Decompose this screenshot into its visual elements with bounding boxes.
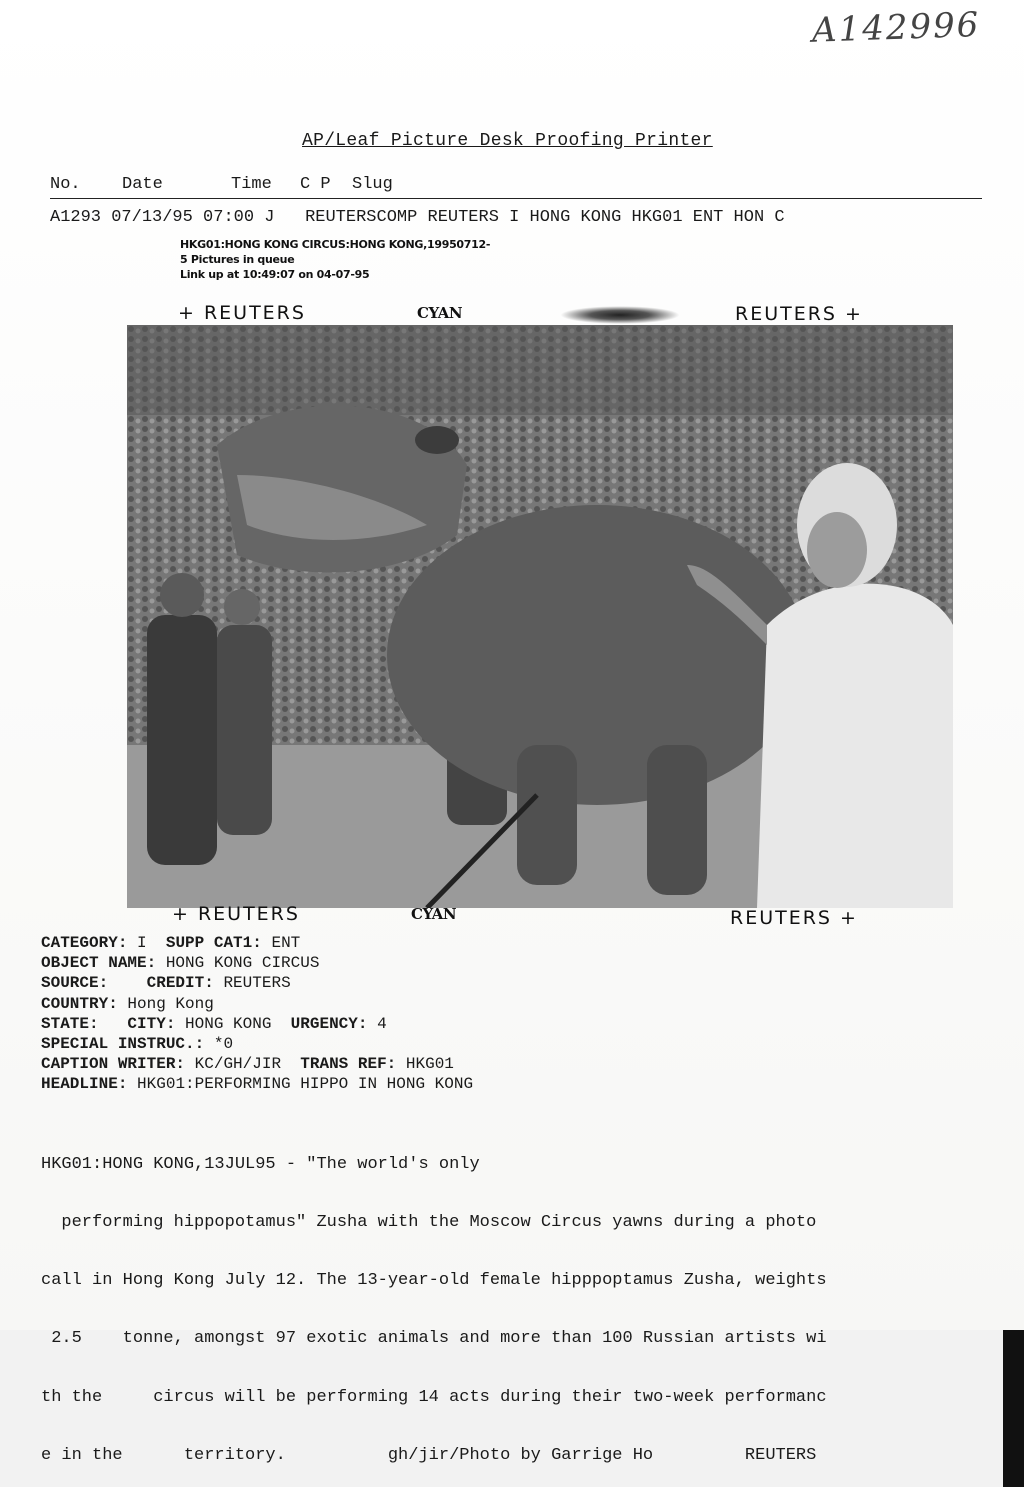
state-row [41,1014,473,1034]
caption-line: HKG01:HONG KONG,13JUL95 - "The world's only [41,1154,480,1174]
column-cp: C P [300,175,331,194]
hippo-photo-illustration [127,325,953,908]
registration-mark-bottom-left: + REUTERS [172,903,300,925]
country-label: COUNTRY: [41,994,118,1013]
caption-writer-row [41,1054,473,1074]
city-label: CITY: [127,1014,176,1033]
city-value: HONG KONG [185,1014,272,1033]
source-row [41,973,473,993]
metadata-fields [41,933,473,1095]
column-time: Time [231,175,272,194]
photo-caption [41,1116,827,1485]
cyan-label-top: CYAN [417,304,463,322]
handwritten-reference: A142996 [811,4,982,51]
registration-mark-bottom-right: REUTERS + [730,907,858,929]
caption-writer-label: CAPTION WRITER: [41,1055,186,1074]
cyan-label-bottom: CYAN [411,905,457,923]
object-name-label: OBJECT NAME: [41,954,157,973]
transmission-line-3: Link up at 10:49:07 on 04-07-95 [180,268,370,281]
source-label: SOURCE: [41,974,109,993]
transmission-info [180,237,490,282]
trans-ref-label: TRANS REF: [300,1055,397,1074]
supp-cat-value: ENT [271,934,301,952]
trans-ref-value: HKG01 [405,1055,454,1074]
caption-writer-value: KC/GH/JIR [194,1055,282,1074]
urgency-value: 4 [377,1014,387,1033]
category-value: I [137,934,147,952]
headline-value: HKG01:PERFORMING HIPPO IN HONG KONG [137,1075,474,1094]
record-slug: REUTERSCOMP REUTERS I HONG KONG HKG01 ENT HON C [305,208,785,227]
column-slug: Slug [352,175,393,194]
record-row [50,208,785,227]
country-row [41,994,473,1014]
print-smudge [560,306,680,324]
supp-cat-label: SUPP CAT1: [165,934,262,952]
record-time: 07:00 [203,208,255,227]
category-row [41,933,473,953]
headline-row [41,1074,473,1094]
record-date: 07/13/95 [111,208,193,227]
special-row [41,1034,473,1054]
registration-mark-top-left: + REUTERS [178,302,306,324]
urgency-label: URGENCY: [290,1014,368,1033]
special-value: *0 [213,1035,234,1054]
caption-line: performing hippopotamus" Zusha with the Moscow Circus yawns during a photo [41,1213,817,1233]
news-photo [127,325,953,908]
country-value: Hong Kong [127,994,214,1013]
transmission-line-1: HKG01:HONG KONG CIRCUS:HONG KONG,19950712- [180,238,491,251]
state-label: STATE: [41,1014,99,1033]
caption-line: e in the territory. gh/jir/Photo by Garrige Ho REUTERS [41,1445,817,1465]
scan-edge-strip [1003,1330,1024,1487]
headline-label: HEADLINE: [41,1075,128,1094]
registration-mark-top-right: REUTERS + [735,303,863,325]
caption-line: call in Hong Kong July 12. The 13-year-old female hipppoptamus Zusha, weights [41,1271,827,1291]
credit-label: CREDIT: [146,974,214,993]
record-no: A1293 [50,208,102,227]
object-name-row [41,953,473,973]
credit-value: REUTERS [223,974,291,993]
caption-line: 2.5 tonne, amongst 97 exotic animals and more than 100 Russian artists wi [41,1329,827,1349]
record-cp: J [264,208,275,227]
upper-stands [127,325,953,415]
column-date: Date [122,175,163,194]
caption-line: th the circus will be performing 14 acts during their two-week performanc [41,1387,827,1407]
special-label: SPECIAL INSTRUC.: [41,1035,205,1054]
category-label: CATEGORY: [41,934,128,952]
document-title: AP/Leaf Picture Desk Proofing Printer [302,131,713,151]
column-no: No. [50,175,81,194]
transmission-line-2: 5 Pictures in queue [180,253,295,266]
column-header-row [50,175,982,199]
object-name-value: HONG KONG CIRCUS [165,954,320,973]
